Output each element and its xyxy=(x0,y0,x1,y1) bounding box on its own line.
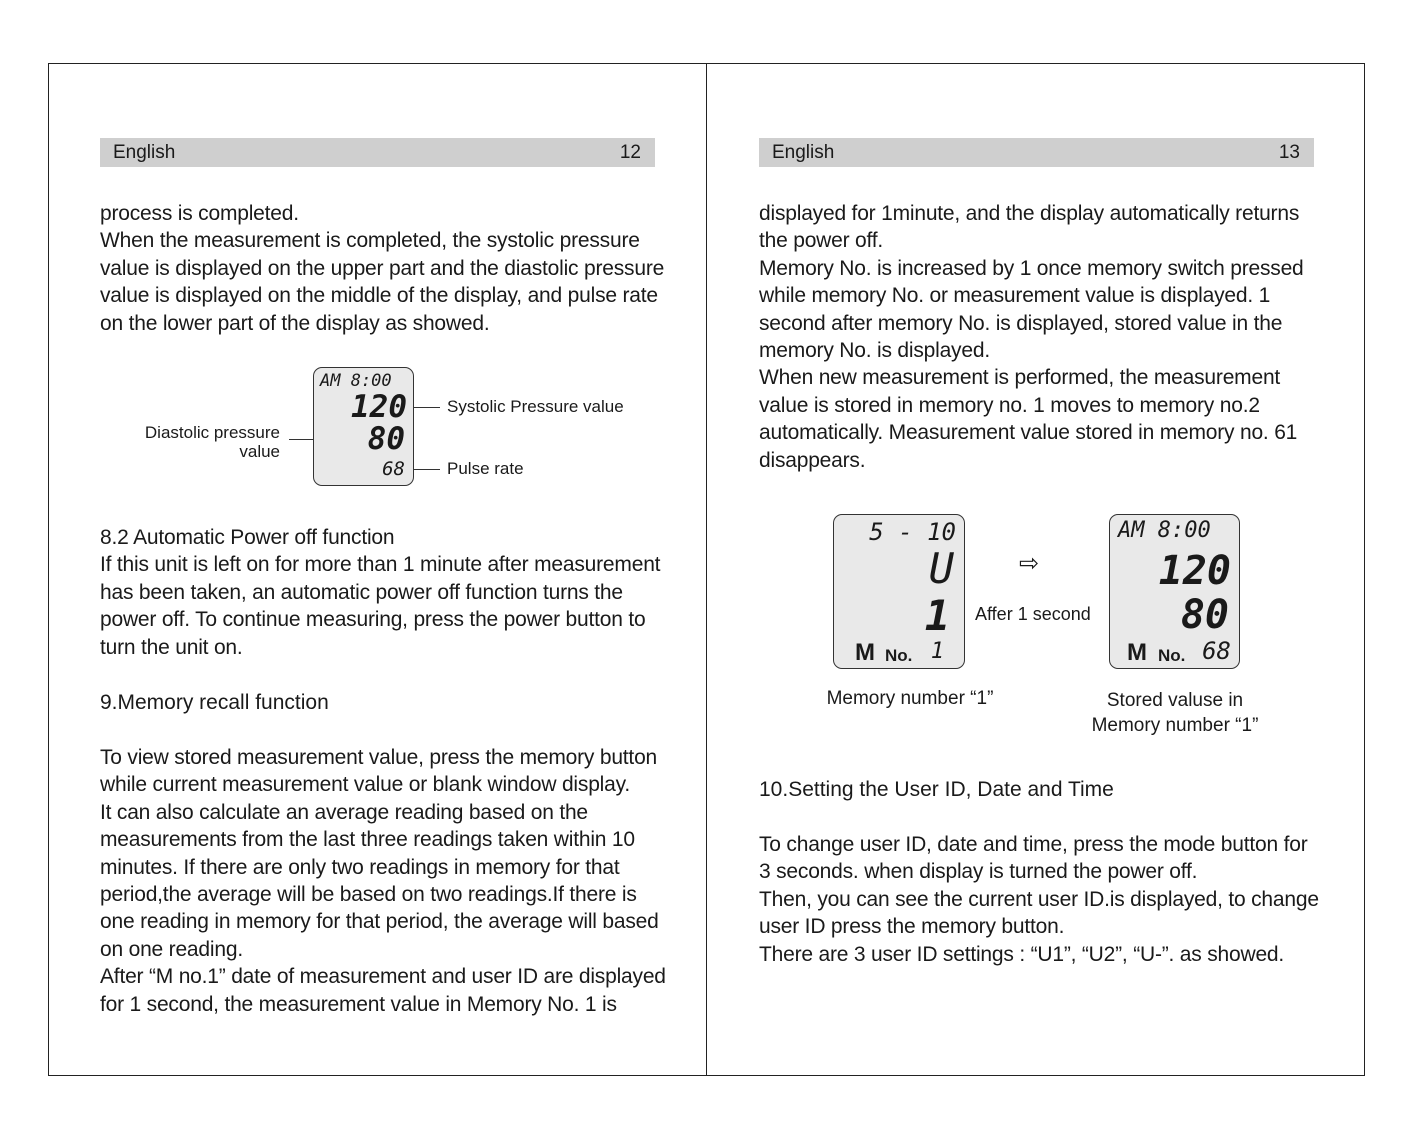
lcd-pulse: 68 xyxy=(382,458,405,480)
pulse-leader-line xyxy=(414,469,440,470)
section-heading-10: 10.Setting the User ID, Date and Time xyxy=(759,778,1114,801)
lcd-diastolic: 80 xyxy=(367,421,405,457)
transition-label: Affer 1 second xyxy=(975,604,1091,624)
caption-stored-values: Stored valuse in Memory number “1” xyxy=(1091,690,1259,736)
lcd-mem-number: 1 xyxy=(930,639,944,664)
lcd-mem-label: M xyxy=(855,639,875,666)
pulse-label: Pulse rate xyxy=(447,459,524,478)
header-language: English xyxy=(772,142,835,163)
right-page-header xyxy=(759,138,1314,167)
lcd-date: 5 - 10 xyxy=(869,518,956,546)
right-paragraph-2: To change user ID, date and time, press the mode button for 3 seconds. when display is turned the power off. Then, you can see the current user ID.is displayed, to change user ID press the memory button. There are 3 user ID settings : “U1”, “U2”, “U-”. as showed. xyxy=(759,833,1319,966)
lcd-reading: 1 xyxy=(924,591,950,640)
arrow-icon: ⇨ xyxy=(1019,550,1040,577)
lcd-display xyxy=(313,367,414,486)
right-paragraph-1: displayed for 1minute, and the display automatically returns the power off. Memory No. is increased by 1 once memory switch pressed while memory No. or measurement value is displayed. 1 second after memory No. is displayed, stored value in the memory No. is displayed. When new measurement is performed, the measurement value is stored in memory no. 1 moves to memory no.2 automatically. Measurement value stored in memory no. 61 disappears. xyxy=(759,202,1304,472)
caption-memory-number: Memory number “1” xyxy=(826,688,994,709)
page-divider xyxy=(706,63,707,1076)
lcd-memory-number xyxy=(833,514,965,669)
systolic-label: Systolic Pressure value xyxy=(447,397,624,416)
diastolic-leader-line xyxy=(289,439,313,440)
left-paragraph-3: To view stored measurement value, press the memory button while current measurement value or blank window display. It can also calculate an average reading based on the measurements from the last three readings taken within 10 minutes. If there are only two readings in memory for that period,the average will be based on two readings.If there is one reading in memory for that period, the average will based on one reading. After “M no.1” date of measurement and user ID are displayed for 1 second, the measurement value in Memory No. 1 is xyxy=(100,746,666,1016)
diastolic-label: Diastolic pressure value xyxy=(144,423,280,461)
lcd-mem-label: M xyxy=(1127,639,1147,666)
lcd-systolic: 120 xyxy=(351,389,407,425)
left-paragraph-1: process is completed. When the measurement is completed, the systolic pressure value is displayed on the upper part and the diastolic pressure value is displayed on the middle of the display, and pulse rate on the lower part of the display as showed. xyxy=(100,202,665,335)
left-page-header xyxy=(100,138,655,167)
left-paragraph-2: 8.2 Automatic Power off function If this unit is left on for more than 1 minute after measurement has been taken, an automatic power off function turns the power off. To continue measuring, press the power button to turn the unit on. xyxy=(100,526,661,659)
page-number: 12 xyxy=(619,142,641,163)
lcd-user: U xyxy=(928,544,954,593)
lcd-systolic: 120 xyxy=(1158,548,1231,594)
lcd-stored-values xyxy=(1109,514,1240,669)
section-heading-9: 9.Memory recall function xyxy=(100,691,329,714)
lcd-diastolic: 80 xyxy=(1180,592,1229,638)
lcd-no-label: No. xyxy=(1158,646,1186,665)
page-number: 13 xyxy=(1278,142,1300,163)
lcd-pulse: 68 xyxy=(1202,637,1231,665)
lcd-no-label: No. xyxy=(885,646,913,665)
header-language: English xyxy=(113,142,176,163)
lcd-time: AM 8:00 xyxy=(320,371,392,391)
systolic-leader-line xyxy=(414,407,440,408)
lcd-time: AM 8:00 xyxy=(1118,518,1211,543)
